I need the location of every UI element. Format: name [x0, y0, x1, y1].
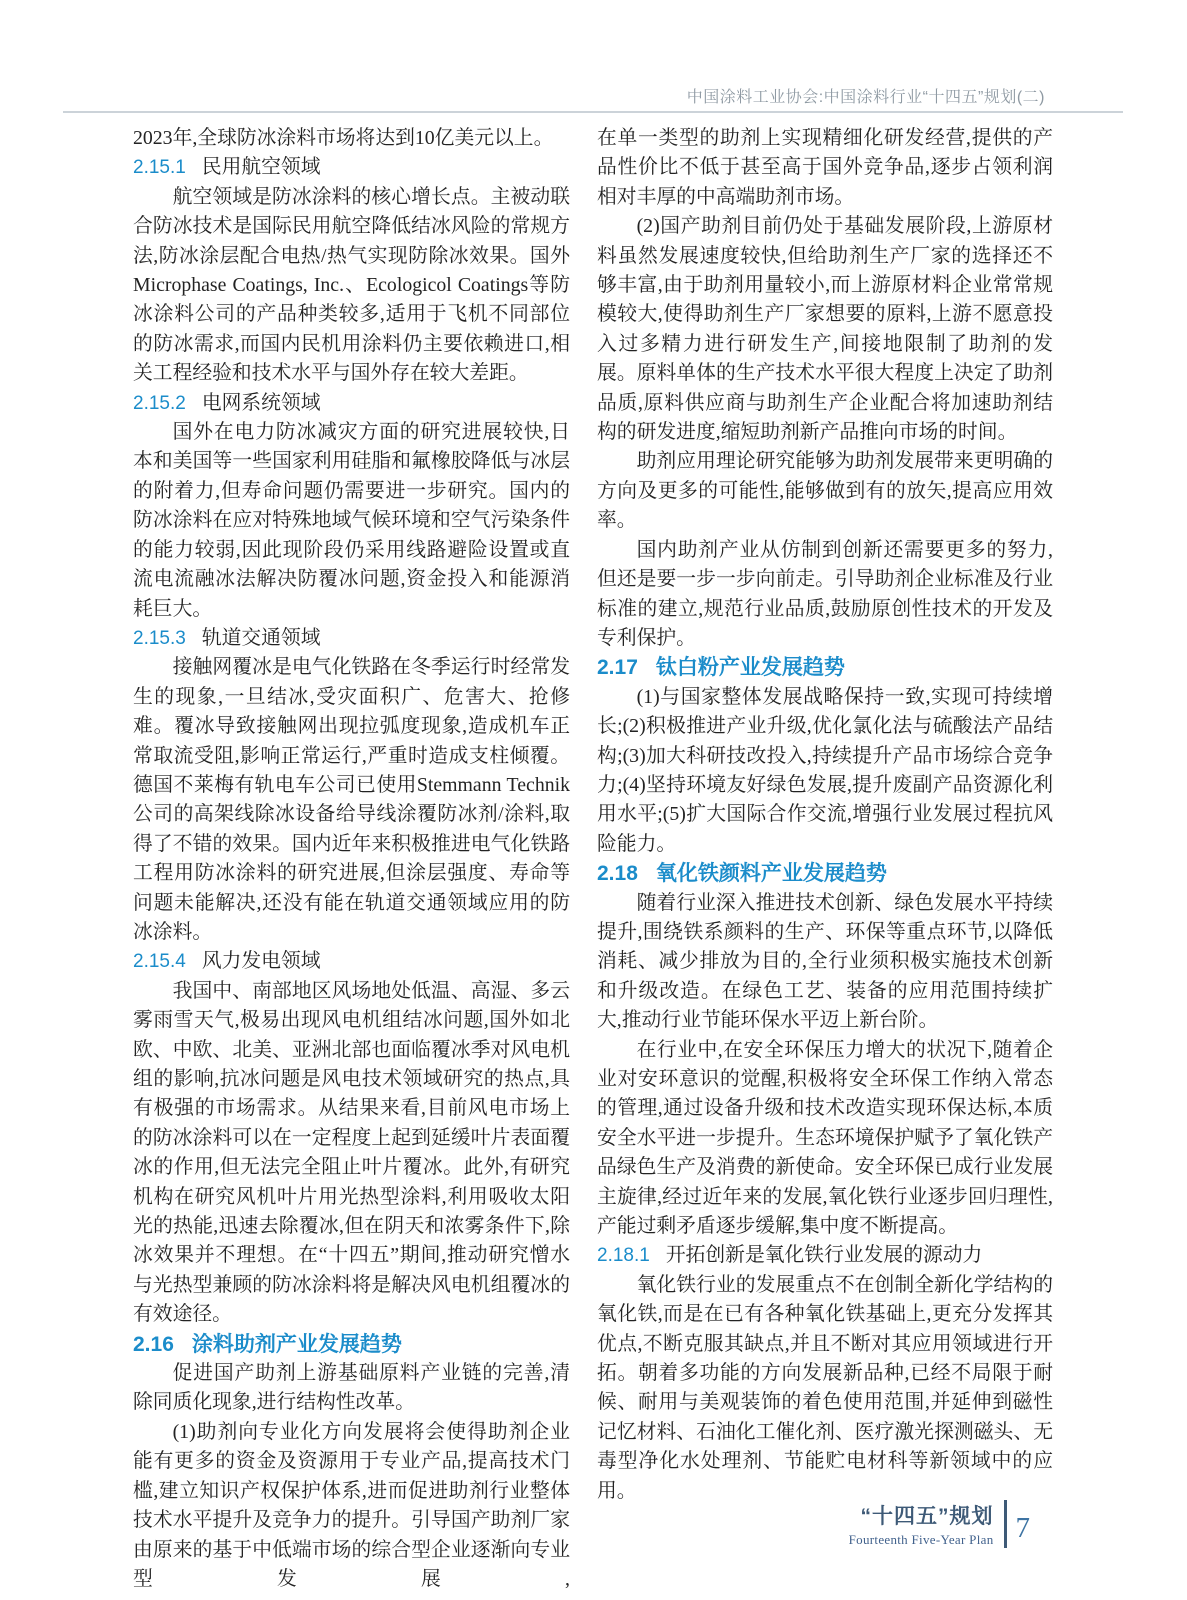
subsection-heading [133, 624, 570, 653]
section-heading [597, 859, 1053, 888]
heading-number: 2.15.3 [133, 627, 186, 649]
heading-number: 2.15.2 [133, 392, 186, 414]
paragraph: 国外在电力防冰减灾方面的研究进展较快,日本和美国等一些国家利用硅脂和氟橡胶降低与冰层的附着力,但寿命问题仍需要进一步研究。国内的防冰涂料在应对特殊地域气候环境和空气污染条件的能力较弱,因此现阶段仍采用线路避险设置或直流电流融冰法解决防覆冰问题,资金投入和能源消耗巨大。 [133, 421, 570, 620]
left-column [133, 124, 570, 1594]
heading-title: 开拓创新是氧化铁行业发展的源动力 [665, 1244, 983, 1267]
heading-number: 2.18.1 [597, 1245, 650, 1267]
subsection-heading [133, 389, 570, 418]
heading-title: 轨道交通领域 [201, 626, 321, 649]
paragraph: (2)国产助剂目前仍处于基础发展阶段,上游原材料虽然发展速度较快,但给助剂生产厂家的选择还不够丰富,由于助剂用量较小,而上游原材料企业常常规模较大,使得助剂生产厂家想要的原料,上游不愿意投入过多精力进行研发生产,间接地限制了助剂的发展。原料单体的生产技术水平很大程度上决定了助剂品质,原料供应商与助剂生产企业配合将加速助剂结构的研发进度,缩短助剂新产品推向市场的时间。 [597, 215, 1053, 444]
heading-number: 2.15.4 [133, 951, 186, 973]
footer-title-english: Fourteenth Five-Year Plan [848, 1532, 994, 1547]
paragraph: 氧化铁行业的发展重点不在创制全新化学结构的氧化铁,而是在已有各种氧化铁基础上,更充分发挥其优点,不断克服其缺点,并且不断对其应用领域进行开拓。朝着多功能的方向发展新品种,已经不局限于耐候、耐用与美观装饰的着色使用范围,并延伸到磁性记忆材料、石油化工催化剂、医疗激光探测磁头、无毒型净化水处理剂、节能贮电材科等新领域中的应用。 [597, 1273, 1053, 1502]
heading-title: 钛白粉产业发展趋势 [655, 656, 845, 680]
header-divider [63, 111, 1123, 113]
section-heading [597, 653, 1053, 682]
running-head: 中国涂料工业协会:中国涂料行业“十四五”规划(二) [686, 89, 1045, 106]
heading-number: 2.16 [133, 1332, 174, 1356]
right-column [597, 124, 1053, 1506]
footer-plan-title [849, 1500, 994, 1548]
paragraph: 我国中、南部地区风场地处低温、高湿、多云雾雨雪天气,极易出现风电机组结冰问题,国外如北欧、中欧、北美、亚洲北部也面临覆冰季对风电机组的影响,抗冰问题是风电技术领域研究的热点,具有极强的市场需求。从结果来看,目前风电市场上的防冰涂料可以在一定程度上起到延缓叶片表面覆冰的作用,但无法完全阻止叶片覆冰。此外,有研究机构在研究风机叶片用光热型涂料,利用吸收太阳光的热能,迅速去除覆冰,但在阴天和浓雾条件下,除冰效果并不理想。在“十四五”期间,推动研究憎水与光热型兼顾的防冰涂料将是解决风电机组覆冰的有效途径。 [133, 979, 570, 1326]
section-heading [133, 1330, 570, 1359]
paragraph: 航空领域是防冰涂料的核心增长点。主被动联合防冰技术是国际民用航空降低结冰风险的常规方法,防冰涂层配合电热/热气实现防除冰效果。国外Microphase Coatings, Inc.、Ecologicol Coatings等防冰涂料公司的产品种类较多,适用于飞机不同部位的防冰需求,而国内民机用涂料仍主要依赖进口,相关工程经验和技术水平与国外存在较大差距。 [133, 185, 570, 385]
paragraph: 国内助剂产业从仿制到创新还需要更多的努力,但还是要一步一步向前走。引导助剂企业标准及行业标准的建立,规范行业品质,鼓励原创性技术的开发及专利保护。 [597, 538, 1053, 649]
heading-title: 电网系统领域 [201, 391, 321, 414]
heading-number: 2.18 [597, 862, 638, 886]
paragraph: 在单一类型的助剂上实现精细化研发经营,提供的产品性价比不低于甚至高于国外竞争品,逐步占领利润相对丰厚的中高端助剂市场。 [597, 127, 1053, 208]
heading-title: 涂料助剂产业发展趋势 [191, 1332, 402, 1356]
paragraph: 助剂应用理论研究能够为助剂发展带来更明确的方向及更多的可能性,能够做到有的放矢,提高应用效率。 [597, 450, 1053, 532]
paragraph: 在行业中,在安全环保压力增大的状况下,随着企业对安环意识的觉醒,积极将安全环保工作纳入常态的管理,通过设备升级和技术改造实现环保达标,本质安全水平进一步提升。生态环境保护赋予了氧化铁产品绿色生产及消费的新使命。安全环保已成行业发展主旋律,经过近年来的发展,氧化铁行业逐步回归理性,产能过剩矛盾逐步缓解,集中度不断提高。 [597, 1038, 1053, 1238]
paragraph: 随着行业深入推进技术创新、绿色发展水平持续提升,围绕铁系颜料的生产、环保等重点环节,以降低消耗、减少排放为目的,全行业须积极实施技术创新和升级改造。在绿色工艺、装备的应用范围持续扩大,推动行业节能环保水平迈上新台阶。 [597, 891, 1053, 1032]
subsection-heading [133, 947, 570, 976]
page-number: 7 [1015, 1511, 1030, 1544]
paragraph: (1)助剂向专业化方向发展将会使得助剂企业能有更多的资金及资源用于专业产品,提高技术门槛,建立知识产权保护体系,进而促进助剂行业整体技术水平提升及竞争力的提升。引导国产助剂厂家由原来的基于中低端市场的综合型企业逐渐向专业型发展, [133, 1420, 570, 1590]
heading-title: 民用航空领域 [201, 156, 321, 179]
heading-title: 氧化铁颜料产业发展趋势 [655, 862, 887, 886]
heading-title: 风力发电领域 [201, 950, 321, 973]
subsection-heading [597, 1241, 1053, 1270]
paragraph: (1)与国家整体发展战略保持一致,实现可持续增长;(2)积极推进产业升级,优化氯化法与硫酸法产品结构;(3)加大科研技改投入,持续提升产品市场综合竞争力;(4)坚持环境友好绿色发展,提升废副产品资源化利用水平;(5)扩大国际合作交流,增强行业发展过程抗风险能力。 [597, 685, 1053, 855]
heading-number: 2.15.1 [133, 157, 186, 179]
subsection-heading [133, 153, 570, 182]
footer-divider-bar [1004, 1500, 1007, 1548]
page-footer [849, 1500, 1030, 1548]
paragraph: 接触网覆冰是电气化铁路在冬季运行时经常发生的现象,一旦结冰,受灾面积广、危害大、抢修难。覆冰导致接触网出现拉弧度现象,造成机车正常取流受阻,影响正常运行,严重时造成支柱倾覆。德国不莱梅有轨电车公司已使用Stemmann Technik公司的高架线除冰设备给导线涂覆防冰剂/涂料,取得了不错的效果。国内近年来积极推进电气化铁路工程用防冰涂料的研究进展,但涂层强度、寿命等问题未能解决,还没有能在轨道交通领域应用的防冰涂料。 [133, 656, 570, 943]
paragraph: 促进国产助剂上游基础原料产业链的完善,清除同质化现象,进行结构性改革。 [133, 1362, 570, 1414]
paragraph: 2023年,全球防冰涂料市场将达到10亿美元以上。 [133, 127, 554, 149]
heading-number: 2.17 [597, 656, 638, 680]
footer-title-chinese: “十四五”规划 [860, 1505, 994, 1528]
